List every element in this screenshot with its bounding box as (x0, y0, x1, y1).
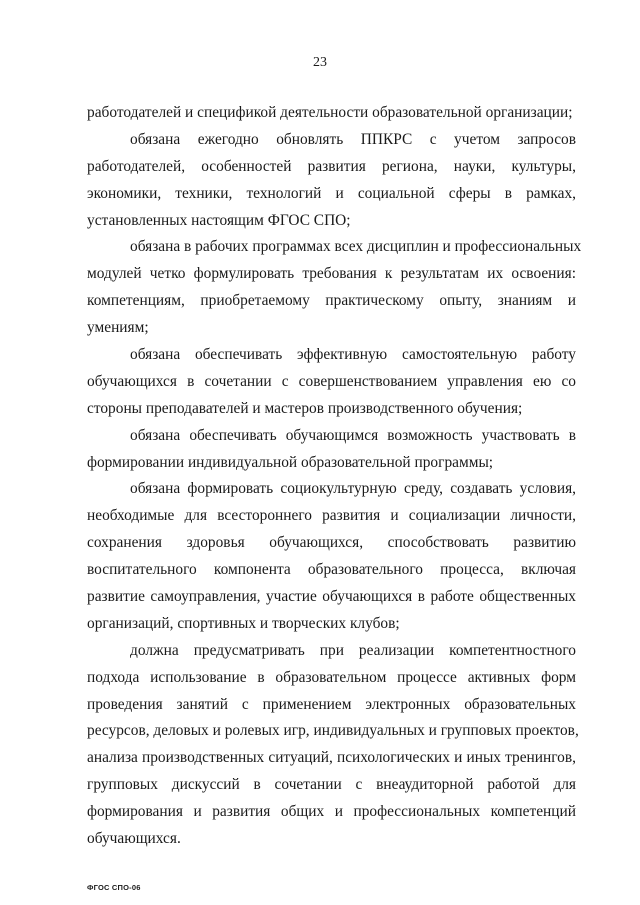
text-line: обучающихся. (87, 830, 181, 848)
text-line: ресурсов, деловых и ролевых игр, индивидуальных и групповых проектов, (87, 722, 579, 740)
text-line: обязана ежегодно обновлять ППКРС с учетом запросов (130, 130, 576, 148)
text-line: сохранения здоровья обучающихся, способствовать развитию (87, 534, 576, 552)
text-line: умениям; (87, 319, 149, 337)
text-line: подхода использование в образовательном процессе активных форм (87, 668, 576, 686)
body-text (87, 100, 582, 853)
text-line: обязана формировать социокультурную среду, создавать условия, (130, 480, 576, 498)
paragraph (87, 638, 579, 853)
text-line: воспитательного компонента образовательного процесса, включая (87, 561, 576, 579)
text-line: обязана в рабочих программах всех дисциплин и профессиональных (130, 238, 582, 256)
text-line: компетенциям, приобретаемому практическому опыту, знаниям и (87, 292, 576, 310)
text-line: формирования и развития общих и профессиональных компетенций (87, 803, 576, 821)
footer-doc-code: ФГОС СПО-06 (87, 883, 141, 892)
text-line: должна предусматривать при реализации компетентностного (130, 641, 576, 659)
text-line: модулей четко формулировать требования к результатам их освоения: (87, 265, 576, 283)
text-line: стороны преподавателей и мастеров производственного обучения; (87, 399, 523, 417)
text-line: обучающихся в сочетании с совершенствованием управления ею со (87, 372, 576, 390)
paragraph (87, 127, 576, 235)
paragraph (87, 476, 576, 637)
text-line: обязана обеспечивать обучающимся возможность участвовать в (130, 426, 576, 444)
text-line: работодателей и спецификой деятельности образовательной организации; (87, 104, 573, 121)
text-line: необходимые для всестороннего развития и социализации личности, (87, 507, 576, 525)
text-line: организаций, спортивных и творческих клубов; (87, 614, 400, 632)
paragraph (87, 423, 576, 477)
text-line: развитие самоуправления, участие обучающихся в работе общественных (87, 588, 576, 606)
paragraph (87, 342, 576, 423)
text-line: обязана обеспечивать эффективную самостоятельную работу (130, 346, 576, 364)
text-line: экономики, техники, технологий и социальной сферы в рамках, (87, 184, 576, 202)
text-line: анализа производственных ситуаций, психологических и иных тренингов, (87, 749, 576, 767)
paragraph (87, 234, 582, 342)
paragraph (87, 100, 576, 127)
text-line: формировании индивидуальной образовательной программы; (87, 453, 494, 471)
text-line: установленных настоящим ФГОС СПО; (87, 211, 351, 229)
text-line: групповых дискуссий в сочетании с внеаудиторной работой для (87, 776, 576, 794)
page-number: 23 (313, 55, 327, 70)
text-line: работодателей, особенностей развития региона, науки, культуры, (87, 157, 576, 175)
text-line: проведения занятий с применением электронных образовательных (87, 695, 576, 713)
